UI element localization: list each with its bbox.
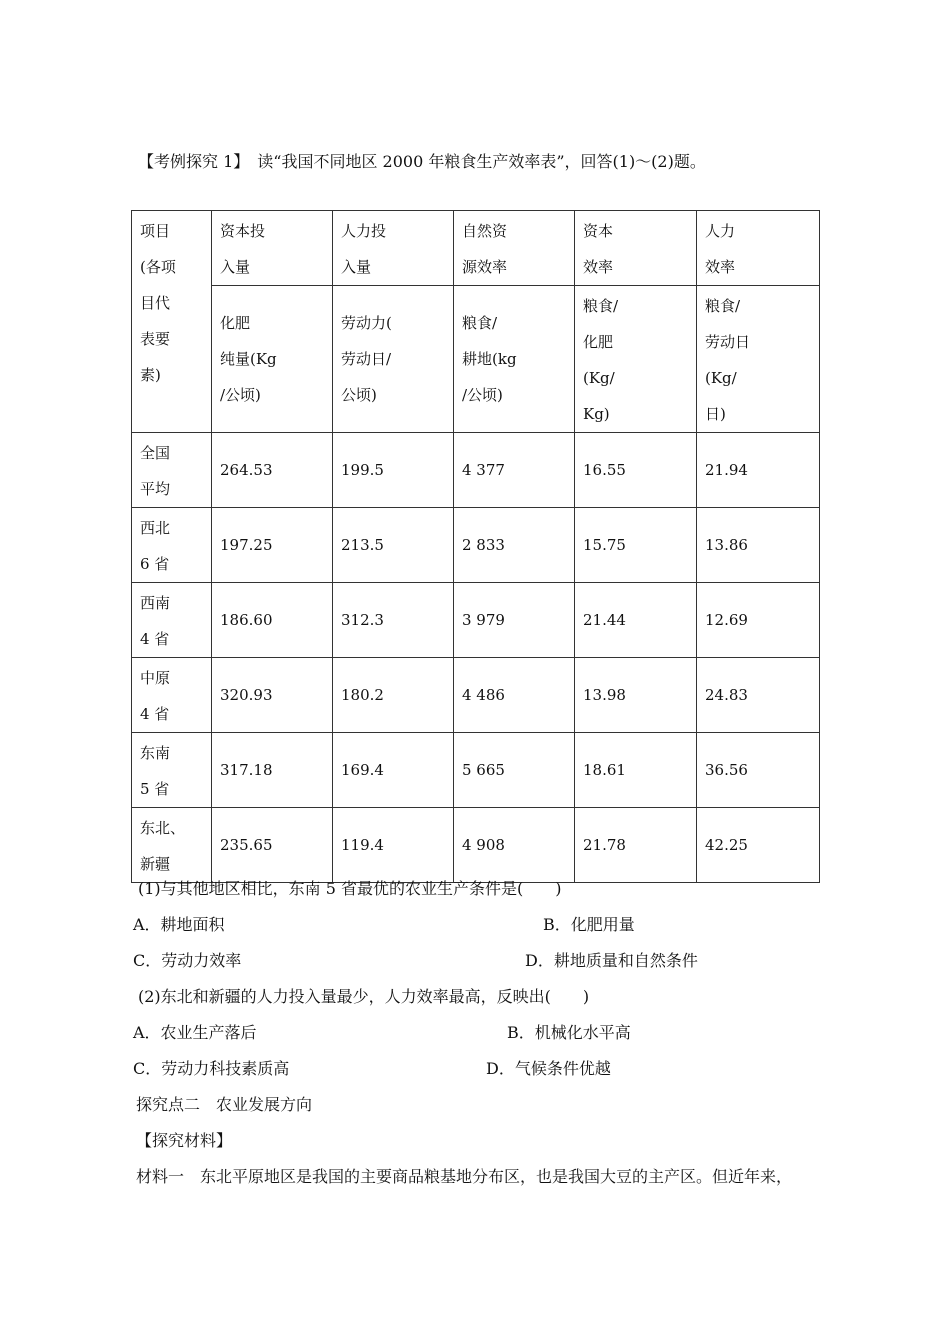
value-cell: 320.93 — [212, 658, 333, 733]
question-1-option-d[interactable]: D．耕地质量和自然条件 — [525, 951, 698, 970]
value-cell: 21.94 — [697, 433, 820, 508]
value-cell: 3 979 — [454, 583, 575, 658]
question-1-option-c[interactable]: C．劳动力效率 — [133, 951, 242, 970]
value-cell: 4 486 — [454, 658, 575, 733]
value-cell: 235.65 — [212, 808, 333, 883]
value-cell: 21.44 — [575, 583, 697, 658]
header-cell: 人力 效率 — [697, 211, 820, 286]
header-cell: 自然资 源效率 — [454, 211, 575, 286]
region-cell: 西南 4 省 — [132, 583, 212, 658]
value-cell: 197.25 — [212, 508, 333, 583]
table-corner-cell: 项目 (各项 目代 表要 素) — [132, 211, 212, 433]
table-subheader-row — [132, 286, 820, 433]
question-1-stem: (1)与其他地区相比，东南 5 省最优的农业生产条件是( ) — [138, 879, 562, 898]
value-cell: 317.18 — [212, 733, 333, 808]
intro-text: 【考例探究 1】 读“我国不同地区 2000 年粮食生产效率表”，回答(1)～(2)题。 — [138, 152, 706, 171]
value-cell: 180.2 — [333, 658, 454, 733]
material-header: 【探究材料】 — [136, 1131, 233, 1150]
value-cell: 213.5 — [333, 508, 454, 583]
table-header-row — [132, 211, 820, 286]
value-cell: 13.98 — [575, 658, 697, 733]
question-2-option-b[interactable]: B．机械化水平高 — [507, 1023, 631, 1042]
value-cell: 2 833 — [454, 508, 575, 583]
grain-efficiency-table — [131, 210, 820, 883]
question-2-option-a[interactable]: A．农业生产落后 — [133, 1023, 257, 1042]
value-cell: 13.86 — [697, 508, 820, 583]
value-cell: 199.5 — [333, 433, 454, 508]
header-cell: 资本 效率 — [575, 211, 697, 286]
value-cell: 36.56 — [697, 733, 820, 808]
subheader-cell: 化肥 纯量(Kg /公顷) — [212, 286, 333, 433]
value-cell: 119.4 — [333, 808, 454, 883]
value-cell: 169.4 — [333, 733, 454, 808]
table-row — [132, 658, 820, 733]
question-2-option-c[interactable]: C．劳动力科技素质高 — [133, 1059, 290, 1078]
value-cell: 264.53 — [212, 433, 333, 508]
subheader-cell: 粮食/ 耕地(kg /公顷) — [454, 286, 575, 433]
table-row — [132, 508, 820, 583]
region-cell: 全国 平均 — [132, 433, 212, 508]
region-cell: 西北 6 省 — [132, 508, 212, 583]
value-cell: 24.83 — [697, 658, 820, 733]
value-cell: 42.25 — [697, 808, 820, 883]
value-cell: 4 377 — [454, 433, 575, 508]
question-2-stem: (2)东北和新疆的人力投入量最少，人力效率最高，反映出( ) — [138, 987, 590, 1006]
value-cell: 15.75 — [575, 508, 697, 583]
subheader-cell: 粮食/ 劳动日 (Kg/ 日) — [697, 286, 820, 433]
table-row — [132, 808, 820, 883]
table-row — [132, 433, 820, 508]
region-cell: 中原 4 省 — [132, 658, 212, 733]
question-1-option-b[interactable]: B．化肥用量 — [543, 915, 635, 934]
subheader-cell: 粮食/ 化肥 (Kg/ Kg) — [575, 286, 697, 433]
value-cell: 5 665 — [454, 733, 575, 808]
value-cell: 12.69 — [697, 583, 820, 658]
region-cell: 东南 5 省 — [132, 733, 212, 808]
region-cell: 东北、 新疆 — [132, 808, 212, 883]
table-row — [132, 733, 820, 808]
question-2-option-d[interactable]: D．气候条件优越 — [486, 1059, 611, 1078]
material-1-text: 材料一 东北平原地区是我国的主要商品粮基地分布区，也是我国大豆的主产区。但近年来， — [136, 1167, 793, 1186]
value-cell: 18.61 — [575, 733, 697, 808]
question-1-option-a[interactable]: A．耕地面积 — [133, 915, 225, 934]
table-row — [132, 583, 820, 658]
value-cell: 186.60 — [212, 583, 333, 658]
value-cell: 16.55 — [575, 433, 697, 508]
subheader-cell: 劳动力( 劳动日/ 公顷) — [333, 286, 454, 433]
section-title: 探究点二 农业发展方向 — [136, 1095, 313, 1114]
value-cell: 21.78 — [575, 808, 697, 883]
header-cell: 人力投 入量 — [333, 211, 454, 286]
value-cell: 312.3 — [333, 583, 454, 658]
header-cell: 资本投 入量 — [212, 211, 333, 286]
value-cell: 4 908 — [454, 808, 575, 883]
